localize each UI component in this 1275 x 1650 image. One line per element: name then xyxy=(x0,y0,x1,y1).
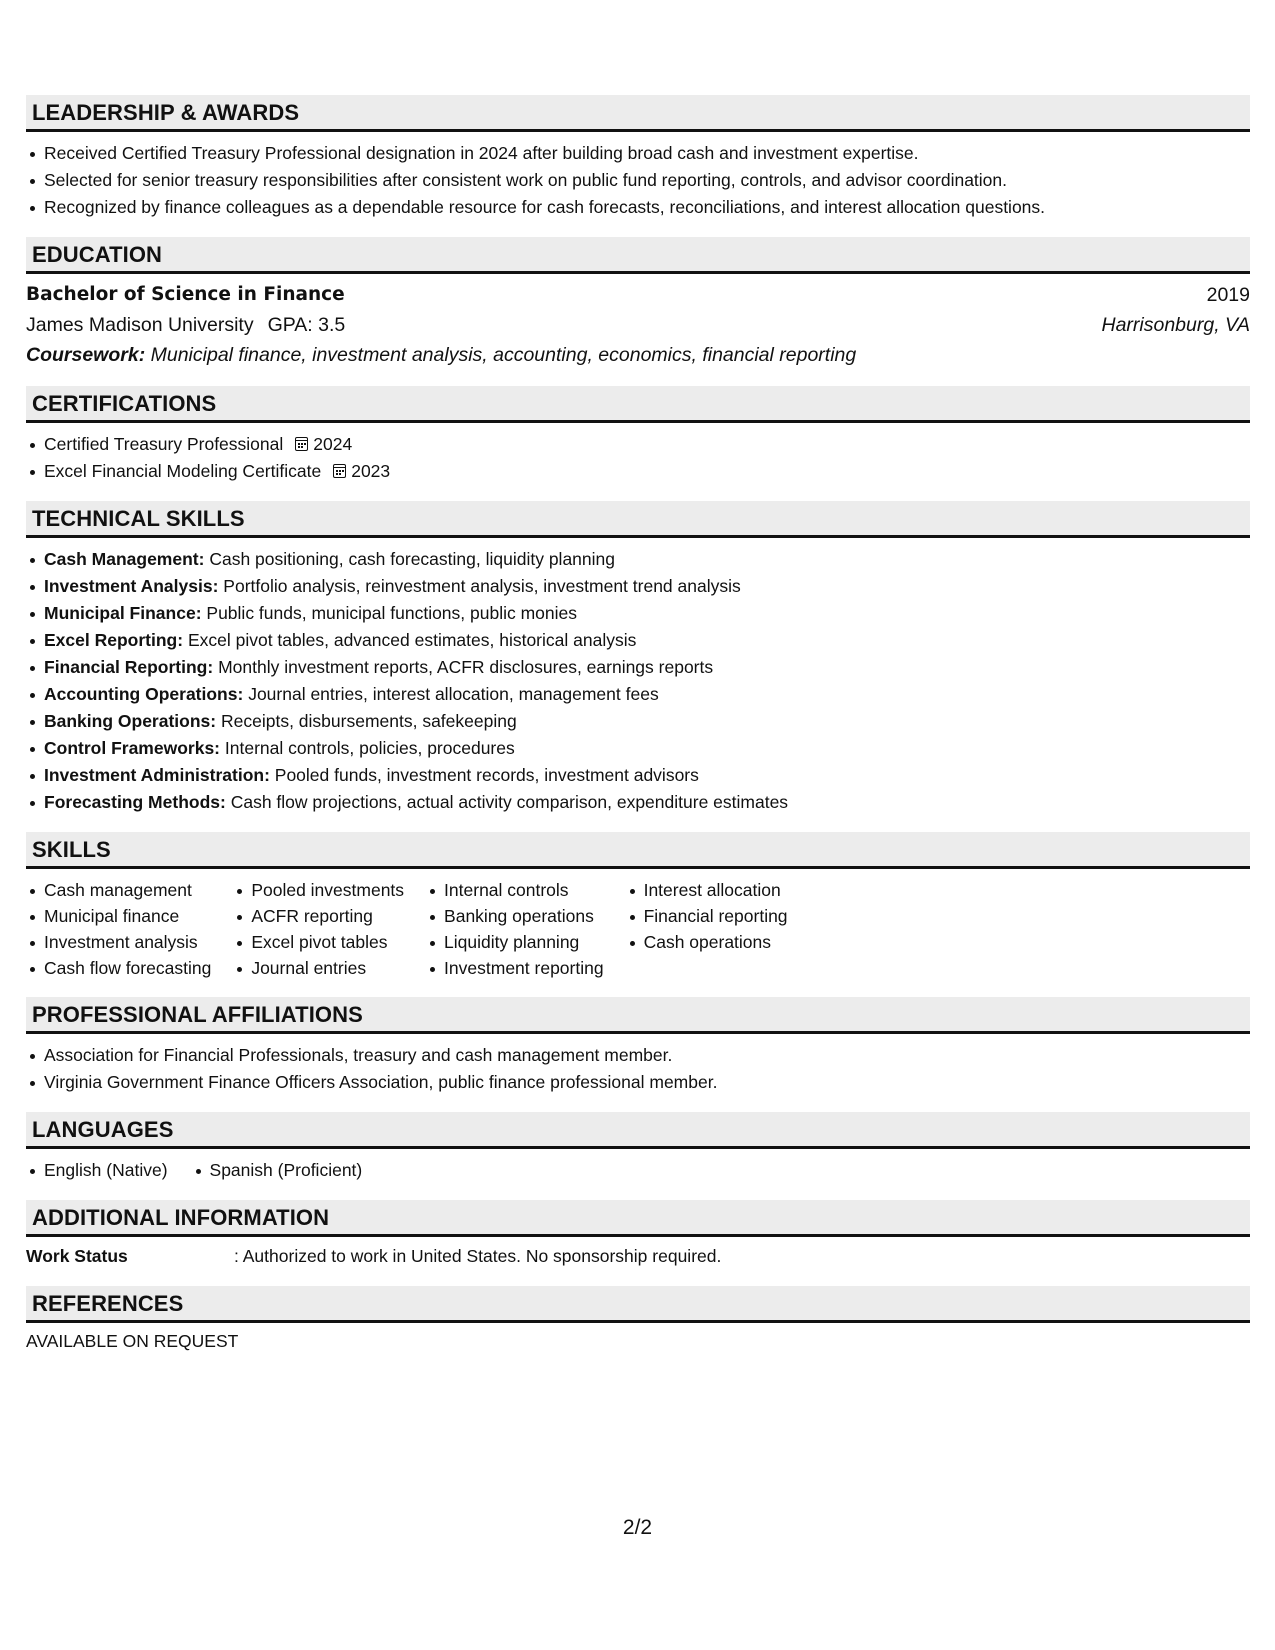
certifications-heading: CERTIFICATIONS xyxy=(26,386,1250,423)
school-row xyxy=(26,310,1250,340)
certifications-section xyxy=(26,386,1250,485)
list-item: Banking operations xyxy=(426,903,604,929)
skill-category: Accounting Operations: xyxy=(44,684,244,704)
degree-title: Bachelor of Science in Finance xyxy=(26,284,345,305)
leadership-section xyxy=(26,95,1250,221)
references-heading: REFERENCES xyxy=(26,1286,1250,1323)
skill-category: Control Frameworks: xyxy=(44,738,220,758)
skill-detail: Cash flow projections, actual activity comparison, expenditure estimates xyxy=(230,792,789,812)
list-item: Internal controls xyxy=(426,877,604,903)
skill-category: Financial Reporting: xyxy=(44,657,214,677)
list-item xyxy=(26,735,1250,762)
gpa: GPA: 3.5 xyxy=(267,314,346,336)
list-item: Interest allocation xyxy=(626,877,788,903)
certification-year: 2023 xyxy=(351,461,391,481)
coursework-label: Coursework: xyxy=(26,344,146,366)
list-item xyxy=(26,573,1250,600)
certifications-list xyxy=(26,431,1250,485)
list-item: ACFR reporting xyxy=(233,903,404,929)
list-item xyxy=(26,708,1250,735)
affiliations-heading: PROFESSIONAL AFFILIATIONS xyxy=(26,997,1250,1034)
calendar-icon xyxy=(295,437,308,451)
skills-column xyxy=(426,877,604,981)
skill-detail: Cash positioning, cash forecasting, liquidity planning xyxy=(209,549,615,569)
coursework-text: Municipal finance, investment analysis, accounting, economics, financial reporting xyxy=(150,344,857,366)
additional-section xyxy=(26,1200,1250,1270)
list-item: Journal entries xyxy=(233,955,404,981)
skill-detail: Monthly investment reports, ACFR disclosures, earnings reports xyxy=(218,657,714,677)
skill-category: Excel Reporting: xyxy=(44,630,184,650)
resume-page xyxy=(26,95,1250,1371)
work-status-value: : Authorized to work in United States. No sponsorship required. xyxy=(234,1246,722,1266)
page-number: 2/2 xyxy=(622,1516,653,1539)
coursework xyxy=(26,340,1250,370)
leadership-heading: LEADERSHIP & AWARDS xyxy=(26,95,1250,132)
list-item xyxy=(26,789,1250,816)
education-heading: EDUCATION xyxy=(26,237,1250,274)
skill-category: Forecasting Methods: xyxy=(44,792,226,812)
graduation-year: 2019 xyxy=(1206,284,1250,306)
degree-row xyxy=(26,280,1250,310)
skill-detail: Public funds, municipal functions, public monies xyxy=(206,603,578,623)
technical-skills-list xyxy=(26,546,1250,816)
list-item: Cash flow forecasting xyxy=(26,955,211,981)
skill-detail: Internal controls, policies, procedures xyxy=(224,738,515,758)
languages-row xyxy=(26,1157,1250,1184)
skill-category: Municipal Finance: xyxy=(44,603,202,623)
list-item: Cash operations xyxy=(626,929,788,955)
list-item: English (Native) xyxy=(26,1157,168,1184)
skills-column xyxy=(26,877,211,981)
language-list xyxy=(192,1157,363,1184)
skill-detail: Journal entries, interest allocation, management fees xyxy=(248,684,659,704)
additional-heading: ADDITIONAL INFORMATION xyxy=(26,1200,1250,1237)
list-item: Liquidity planning xyxy=(426,929,604,955)
list-item xyxy=(26,627,1250,654)
list-item xyxy=(26,458,1250,485)
calendar-icon xyxy=(333,464,346,478)
skill-detail: Excel pivot tables, advanced estimates, historical analysis xyxy=(187,630,637,650)
list-item: Pooled investments xyxy=(233,877,404,903)
references-section xyxy=(26,1286,1250,1355)
skill-category: Investment Analysis: xyxy=(44,576,219,596)
work-status-row xyxy=(26,1242,1250,1270)
skills-column xyxy=(233,877,404,981)
list-item: Municipal finance xyxy=(26,903,211,929)
list-item: Recognized by finance colleagues as a dependable resource for cash forecasts, reconciliations, and interest allocation questions. xyxy=(26,194,1250,221)
language-list xyxy=(26,1157,168,1184)
list-item: Virginia Government Finance Officers Association, public finance professional member. xyxy=(26,1069,1250,1096)
school-name: James Madison University xyxy=(26,314,254,336)
certification-name: Excel Financial Modeling Certificate xyxy=(44,461,322,481)
skills-heading: SKILLS xyxy=(26,832,1250,869)
education-section xyxy=(26,237,1250,370)
list-item: Selected for senior treasury responsibilities after consistent work on public fund reporting, controls, and advisor coordination. xyxy=(26,167,1250,194)
list-item: Received Certified Treasury Professional designation in 2024 after building broad cash and investment expertise. xyxy=(26,140,1250,167)
list-item xyxy=(26,681,1250,708)
languages-section xyxy=(26,1112,1250,1184)
skill-category: Banking Operations: xyxy=(44,711,217,731)
technical-skills-section xyxy=(26,501,1250,816)
school-location: Harrisonburg, VA xyxy=(1101,314,1250,336)
affiliations-list xyxy=(26,1042,1250,1096)
skills-column xyxy=(626,877,788,981)
leadership-list xyxy=(26,140,1250,221)
languages-heading: LANGUAGES xyxy=(26,1112,1250,1149)
skill-category: Cash Management: xyxy=(44,549,205,569)
references-text: AVAILABLE ON REQUEST xyxy=(26,1331,239,1351)
skills-section xyxy=(26,832,1250,981)
list-item xyxy=(26,431,1250,458)
skill-detail: Receipts, disbursements, safekeeping xyxy=(220,711,517,731)
skill-category: Investment Administration: xyxy=(44,765,270,785)
list-item: Investment analysis xyxy=(26,929,211,955)
list-item: Financial reporting xyxy=(626,903,788,929)
list-item: Excel pivot tables xyxy=(233,929,404,955)
list-item xyxy=(26,762,1250,789)
list-item xyxy=(26,600,1250,627)
list-item: Spanish (Proficient) xyxy=(192,1157,363,1184)
certification-year: 2024 xyxy=(313,434,353,454)
certification-name: Certified Treasury Professional xyxy=(44,434,284,454)
list-item xyxy=(26,546,1250,573)
list-item: Investment reporting xyxy=(426,955,604,981)
work-status-label: Work Status xyxy=(26,1246,128,1266)
affiliations-section xyxy=(26,997,1250,1096)
technical-skills-heading: TECHNICAL SKILLS xyxy=(26,501,1250,538)
skill-detail: Portfolio analysis, reinvestment analysis, investment trend analysis xyxy=(223,576,741,596)
list-item: Cash management xyxy=(26,877,211,903)
skills-grid xyxy=(26,877,1250,981)
skill-detail: Pooled funds, investment records, investment advisors xyxy=(274,765,699,785)
list-item xyxy=(26,654,1250,681)
list-item: Association for Financial Professionals, treasury and cash management member. xyxy=(26,1042,1250,1069)
